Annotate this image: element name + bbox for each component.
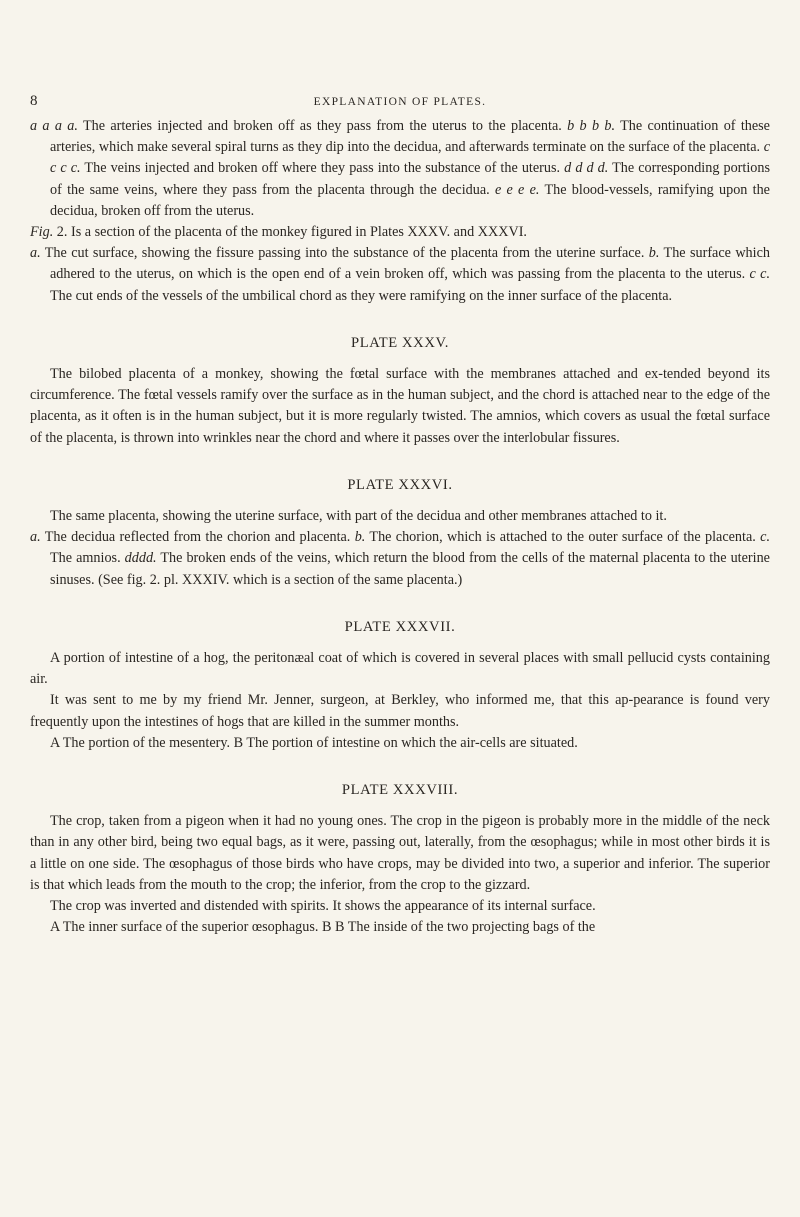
paragraph-fig2 <box>30 222 770 243</box>
plate-36-title: PLATE XXXVI. <box>347 476 453 493</box>
reference-letter: c c. <box>749 266 770 283</box>
reference-letter: b b b b. <box>567 118 615 134</box>
reference-letter: b. <box>648 245 660 262</box>
reference-text: The continuation of these arteries, which make several spiral turns as they dip into the decidua, and afterwards terminate on the surface of the placenta. <box>50 118 770 156</box>
reference-letter: a. <box>30 529 41 546</box>
reference-letter: a. <box>30 245 41 262</box>
reference-text: The veins injected and broken off where they pass into the substance of the uterus. <box>80 160 565 177</box>
paragraph-fig2-references <box>30 243 770 307</box>
reference-letter: dddd. <box>124 550 157 567</box>
plate-37-description: A portion of intestine of a hog, the peritonæal coat of which is covered in several places with small pellucid cysts containing air. <box>30 650 770 688</box>
plate-35-title: PLATE XXXV. <box>351 334 449 351</box>
reference-text: The cut ends of the vessels of the umbilical chord as they were ramifying on the inner surface of the placenta. <box>50 287 673 304</box>
plate-38-references: A The inner surface of the superior œsophagus. B B The inside of the two projecting bags of the <box>50 919 596 936</box>
reference-letter: c. <box>760 529 770 546</box>
reference-letter: a a a a. <box>30 118 78 134</box>
figure-caption: 2. Is a section of the placenta of the monkey figured in Plates XXXV. and XXXVI. <box>53 224 527 241</box>
reference-letter: d d d d. <box>564 160 609 177</box>
plate-38-note: The crop was inverted and distended with spirits. It shows the appearance of its internal surface. <box>50 898 596 915</box>
reference-text: The cut surface, showing the fissure passing into the substance of the placenta from the uterine surface. <box>40 245 649 262</box>
reference-text: The broken ends of the veins, which return the blood from the cells of the maternal placenta to the uterine sinuses. (See fig. 2. pl. XXXIV. which is a section of the same placenta.) <box>50 550 770 588</box>
reference-letter: e e e e. <box>494 181 540 198</box>
reference-text: The corresponding portions of the same veins, where they pass from the placenta through the decidua. <box>50 160 770 198</box>
reference-text: The surface which adhered to the uterus, on which is the open end of a vein broken off, which was passing from the placenta to the uterus. <box>50 245 770 283</box>
reference-text: The blood-vessels, ramifying upon the decidua, broken off from the uterus. <box>50 181 770 219</box>
plate-37-note: It was sent to me by my friend Mr. Jenner, surgeon, at Berkley, who informed me, that this ap-pearance is found very frequently upon the intestines of hogs that are killed in the summer months. <box>30 692 770 730</box>
page-body <box>30 116 770 939</box>
page-number: 8 <box>30 93 38 109</box>
figure-label: Fig. <box>30 224 54 241</box>
plate-37-references: A The portion of the mesentery. B The portion of intestine on which the air-cells are situated. <box>50 734 578 751</box>
reference-letter: c c c c. <box>50 139 770 177</box>
reference-text: The arteries injected and broken off as they pass from the uterus to the placenta. <box>77 118 568 134</box>
running-head: EXPLANATION OF PLATES. <box>313 96 487 108</box>
plate-35-description: The bilobed placenta of a monkey, showing the fœtal surface with the membranes attached and ex-tended beyond its circumference. The fœtal vessels ramify over the surface as in the human subject, and the chord is attached near to the edge of the placenta, as it often is in the human subject, but it is more regularly twisted. The amnios, which covers as usual the fœtal surface of the placenta, is thrown into wrinkles near the chord and where it passes over the interlobular fissures. <box>30 366 770 446</box>
plate-36-description: The same placenta, showing the uterine surface, with part of the decidua and other membranes attached to it. <box>50 508 667 525</box>
plate-38-description: The crop, taken from a pigeon when it had no young ones. The crop in the pigeon is probably more in the middle of the neck than in any other bird, being two equal bags, as it were, passing out, laterally, from the œsophagus; while in most other birds it is a little on one side. The œsophagus of those birds who have crops, may be divided into two, a superior and inferior. The superior is that which leads from the mouth to the crop; the inferior, from the crop to the gizzard. <box>30 813 770 893</box>
plate-36-references <box>30 527 770 591</box>
plate-38-title: PLATE XXXVIII. <box>341 782 459 799</box>
reference-text: The decidua reflected from the chorion and placenta. <box>40 529 355 546</box>
reference-text: The amnios. <box>50 550 125 567</box>
reference-letter: b. <box>354 529 366 546</box>
paragraph-fig1-references <box>30 116 770 222</box>
reference-text: The chorion, which is attached to the outer surface of the placenta. <box>365 529 761 546</box>
plate-37-title: PLATE XXXVII. <box>344 618 456 635</box>
